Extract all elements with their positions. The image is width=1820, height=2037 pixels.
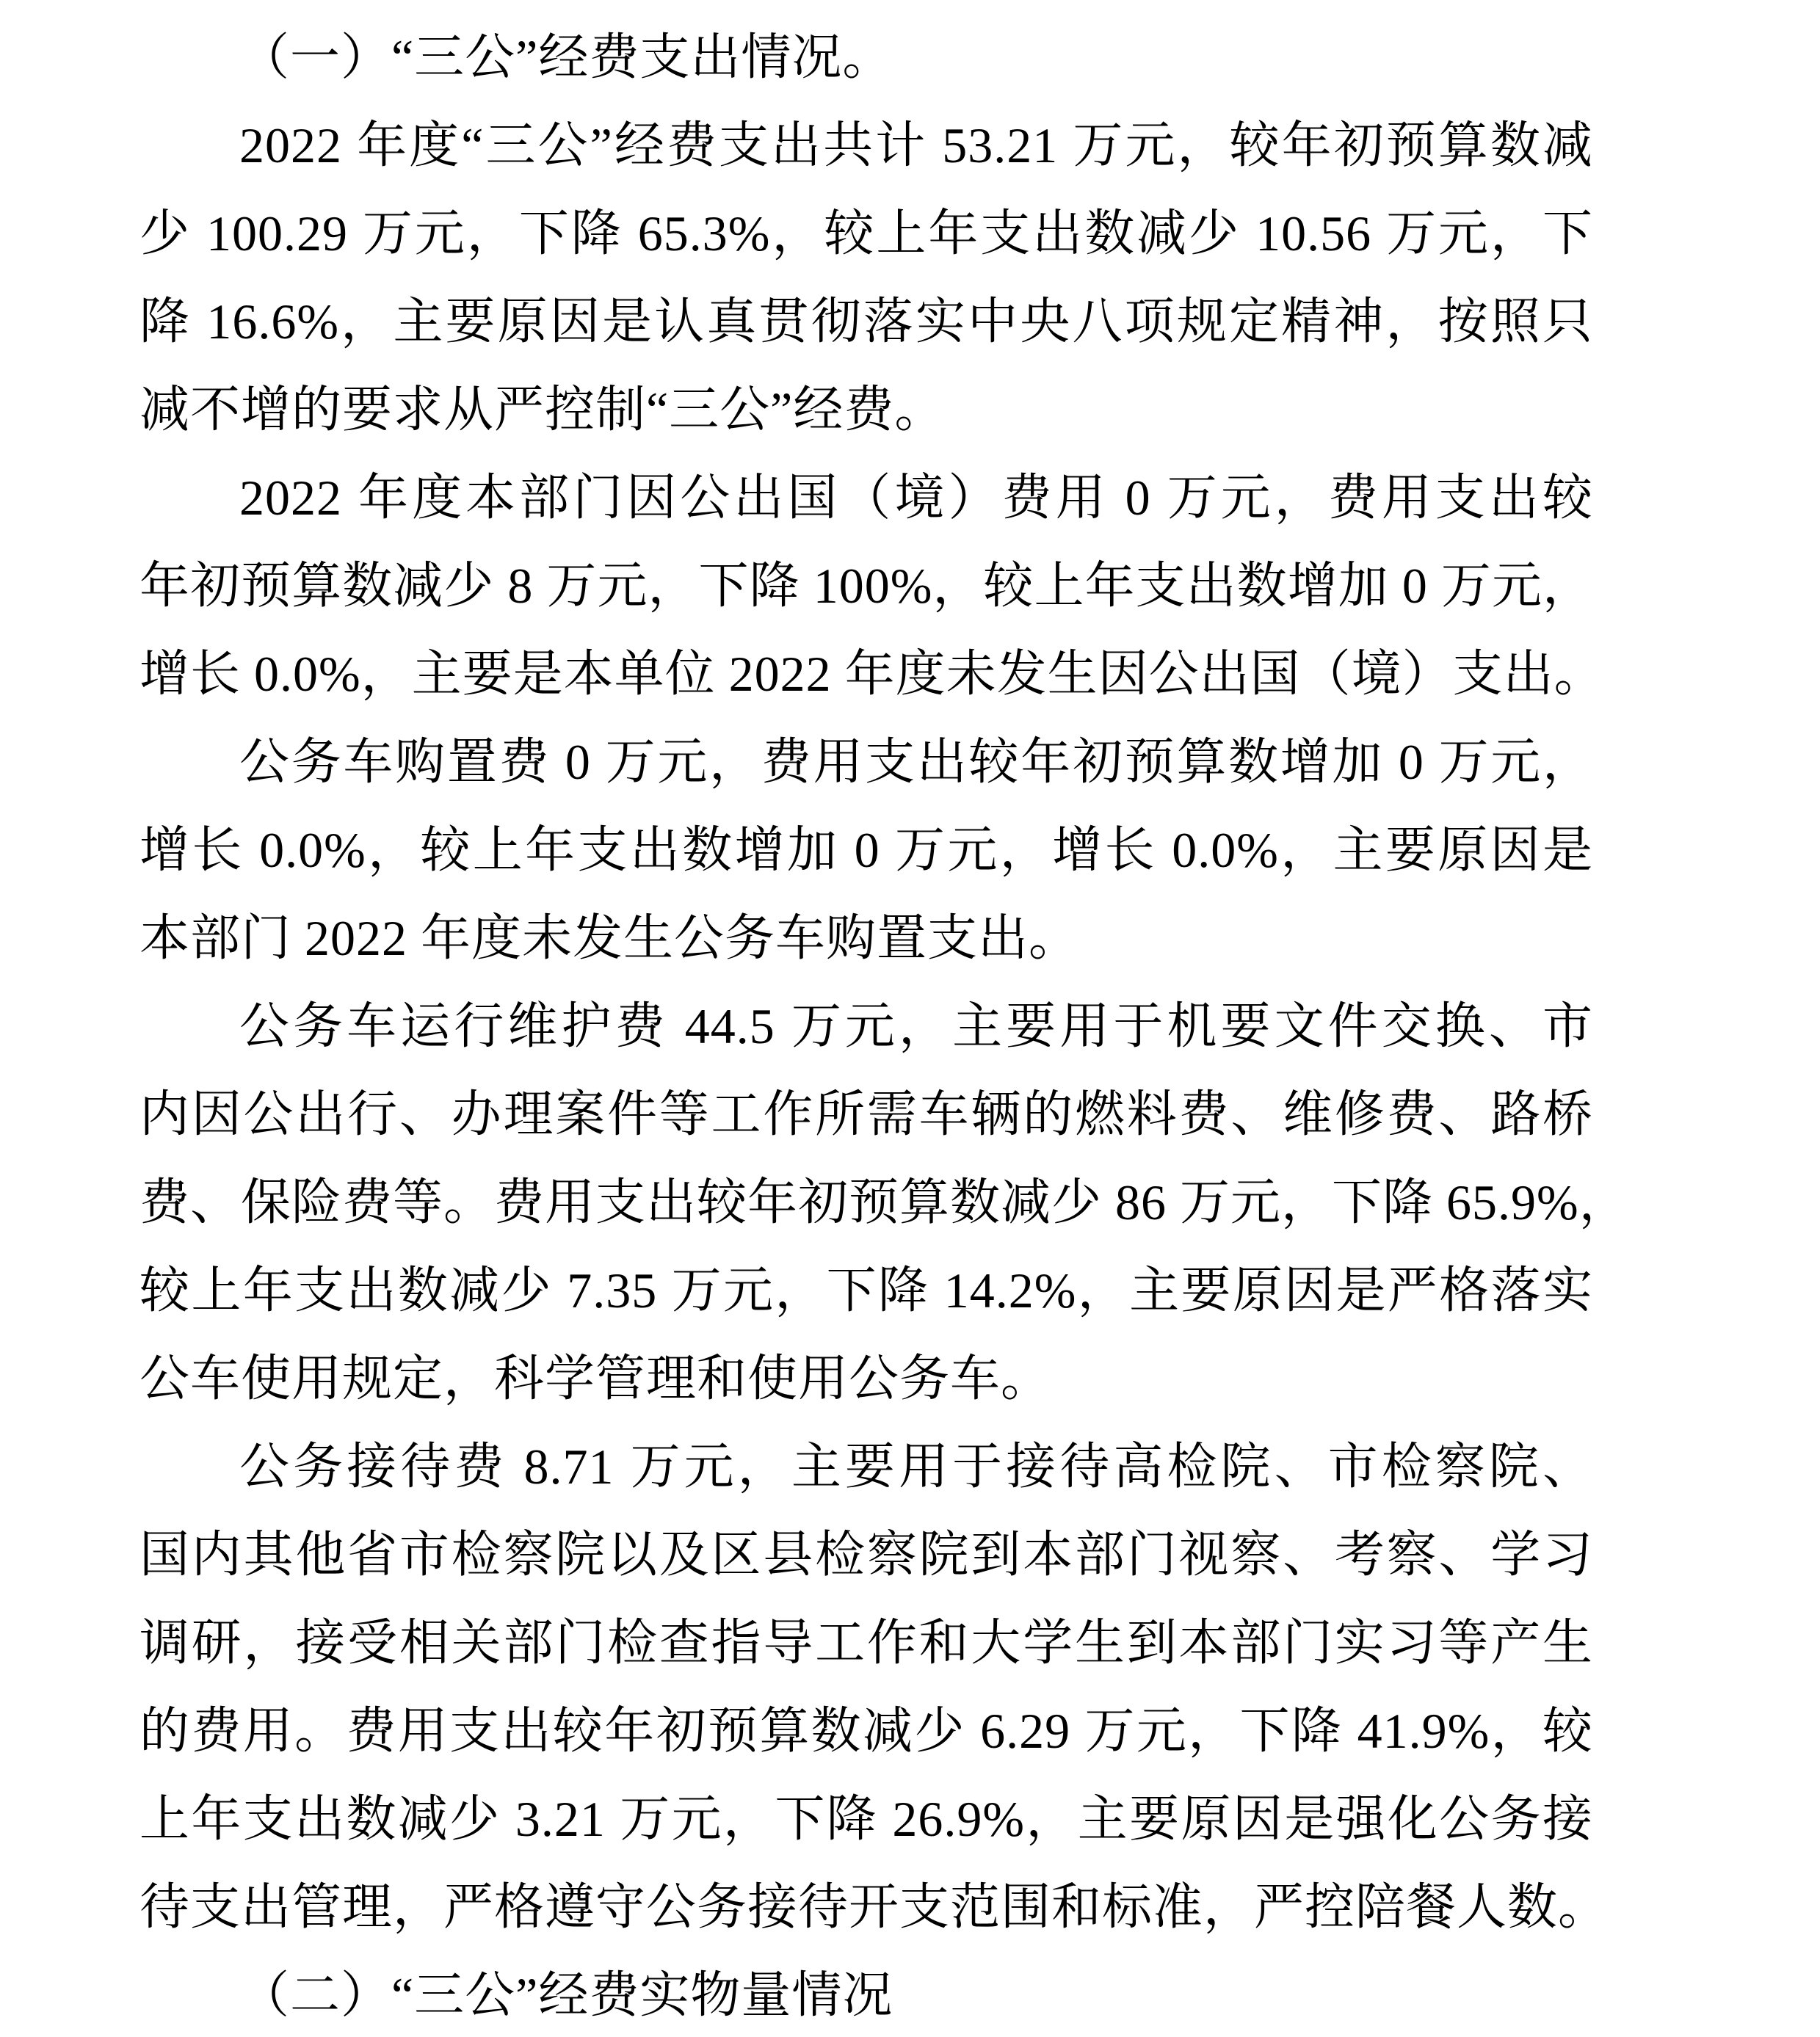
section-2-heading: （二）“三公”经费实物量情况 xyxy=(239,1967,893,2023)
text-line: 本部门 2022 年度未发生公务车购置支出。 xyxy=(139,910,1080,966)
text-line: 2022 年度本部门因公出国（境）费用 0 万元，费用支出较 xyxy=(239,470,1593,526)
text-line: 较上年支出数减少 7.35 万元，下降 14.2%，主要原因是严格落实 xyxy=(139,1263,1593,1318)
text-line: 减不增的要求从严控制“三公”经费。 xyxy=(139,382,946,437)
text-line: 降 16.6%，主要原因是认真贯彻落实中央八项规定精神，按照只 xyxy=(139,294,1593,349)
section-1-heading: （一）“三公”经费支出情况。 xyxy=(239,29,893,85)
text-line: 调研，接受相关部门检查指导工作和大学生到本部门实习等产生 xyxy=(139,1615,1593,1671)
text-line: 增长 0.0%，较上年支出数增加 0 万元，增长 0.0%，主要原因是 xyxy=(139,822,1593,878)
text-line: 公车使用规定，科学管理和使用公务车。 xyxy=(139,1351,1052,1406)
text-line: 公务车运行维护费 44.5 万元，主要用于机要文件交换、市 xyxy=(239,998,1593,1054)
text-line: 费、保险费等。费用支出较年初预算数减少 86 万元，下降 65.9%， xyxy=(139,1174,1630,1230)
text-line: 上年支出数减少 3.21 万元，下降 26.9%，主要原因是强化公务接 xyxy=(139,1791,1593,1847)
text-line: 增长 0.0%，主要是本单位 2022 年度未发生因公出国（境）支出。 xyxy=(139,646,1605,702)
text-line: 公务接待费 8.71 万元，主要用于接待高检院、市检察院、 xyxy=(239,1439,1593,1495)
text-line: 年初预算数减少 8 万元，下降 100%，较上年支出数增加 0 万元， xyxy=(139,558,1593,614)
text-line: 内因公出行、办理案件等工作所需车辆的燃料费、维修费、路桥 xyxy=(139,1086,1593,1142)
text-line: 的费用。费用支出较年初预算数减少 6.29 万元，下降 41.9%，较 xyxy=(139,1703,1593,1759)
text-line: 待支出管理，严格遵守公务接待开支范围和标准，严控陪餐人数。 xyxy=(139,1879,1609,1935)
text-line: 国内其他省市检察院以及区县检察院到本部门视察、考察、学习 xyxy=(139,1527,1593,1583)
text-line: 2022 年度“三公”经费支出共计 53.21 万元，较年初预算数减 xyxy=(239,117,1593,173)
text-line: 公务车购置费 0 万元，费用支出较年初预算数增加 0 万元， xyxy=(239,734,1593,790)
text-line: 少 100.29 万元，下降 65.3%，较上年支出数减少 10.56 万元，下 xyxy=(139,206,1593,261)
